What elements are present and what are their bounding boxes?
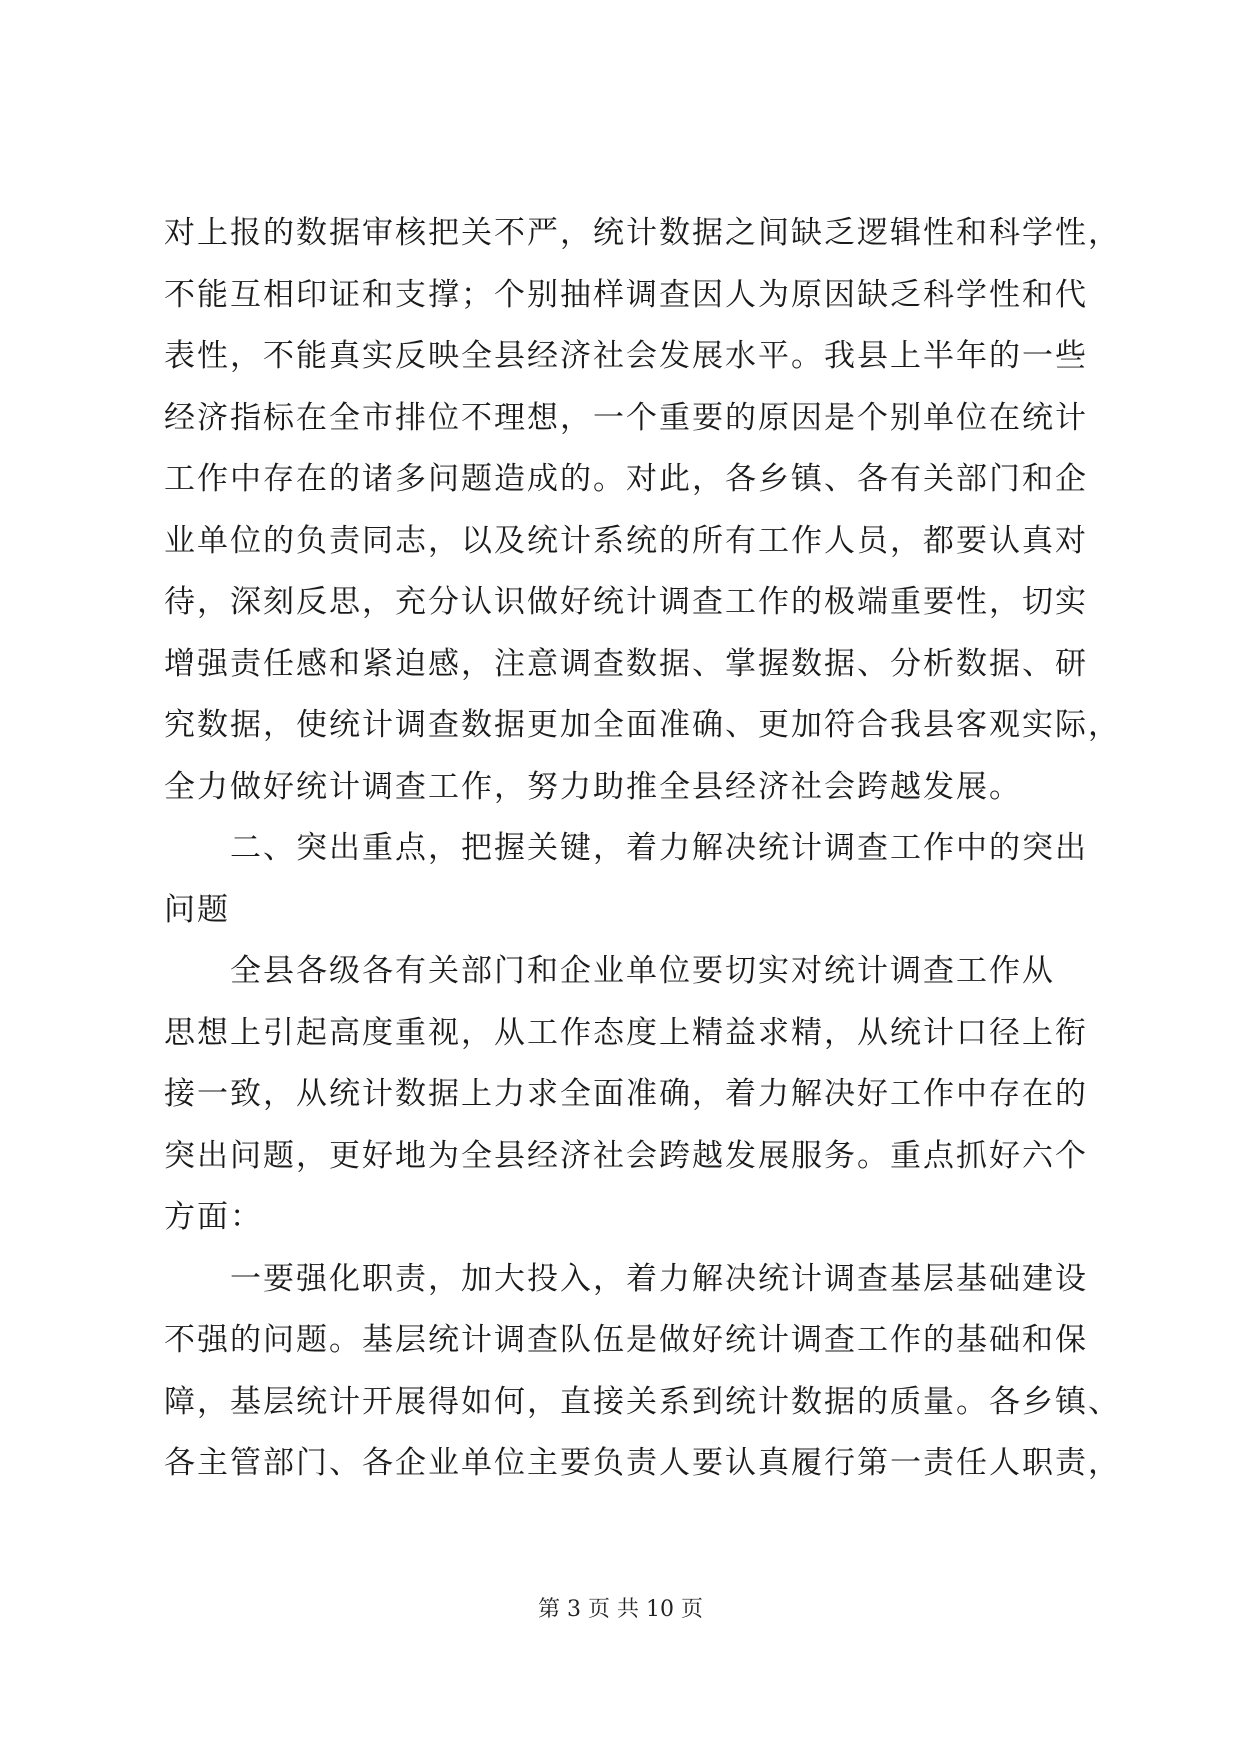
- text-line: 突出问题，更好地为全县经济社会跨越发展服务。重点抓好六个: [164, 1137, 1088, 1174]
- section-heading-line: 问题: [164, 891, 230, 928]
- text-line: 接一致，从统计数据上力求全面准确，着力解决好工作中存在的: [164, 1076, 1088, 1112]
- text-line: 不能互相印证和支撑；个别抽样调查因人为原因缺乏科学性和代: [164, 276, 1088, 313]
- text-line: 对上报的数据审核把关不严，统计数据之间缺乏逻辑性和科学性，: [164, 215, 1121, 251]
- text-line: 不强的问题。基层统计调查队伍是做好统计调查工作的基础和保: [164, 1322, 1088, 1358]
- text-line: 经济指标在全市排位不理想，一个重要的原因是个别单位在统计: [164, 399, 1088, 436]
- text-line: 待，深刻反思，充分认识做好统计调查工作的极端重要性，切实: [164, 584, 1088, 620]
- text-line: 一要强化职责，加大投入，着力解决统计调查基层基础建设: [164, 1260, 1088, 1297]
- page-number-footer: 第 3 页 共 10 页: [538, 1597, 703, 1622]
- document-body: [164, 203, 1121, 1495]
- text-line: 各主管部门、各企业单位主要负责人要认真履行第一责任人职责，: [164, 1445, 1121, 1481]
- text-line: 究数据，使统计调查数据更加全面准确、更加符合我县客观实际，: [164, 707, 1121, 743]
- text-line: 增强责任感和紧迫感，注意调查数据、掌握数据、分析数据、研: [164, 645, 1088, 682]
- text-line: 工作中存在的诸多问题造成的。对此，各乡镇、各有关部门和企: [164, 461, 1088, 497]
- text-line: 思想上引起高度重视，从工作态度上精益求精，从统计口径上衔: [164, 1014, 1088, 1051]
- text-line: 方面：: [164, 1199, 263, 1235]
- section-heading-line: 二、突出重点，把握关键，着力解决统计调查工作中的突出: [164, 830, 1088, 866]
- text-line: 障，基层统计开展得如何，直接关系到统计数据的质量。各乡镇、: [164, 1383, 1121, 1420]
- text-line: 全力做好统计调查工作，努力助推全县经济社会跨越发展。: [164, 768, 1022, 805]
- text-line: 表性，不能真实反映全县经济社会发展水平。我县上半年的一些: [164, 338, 1088, 374]
- text-line: 业单位的负责同志，以及统计系统的所有工作人员，都要认真对: [164, 522, 1088, 559]
- text-line: 全县各级各有关部门和企业单位要切实对统计调查工作从: [164, 953, 1055, 989]
